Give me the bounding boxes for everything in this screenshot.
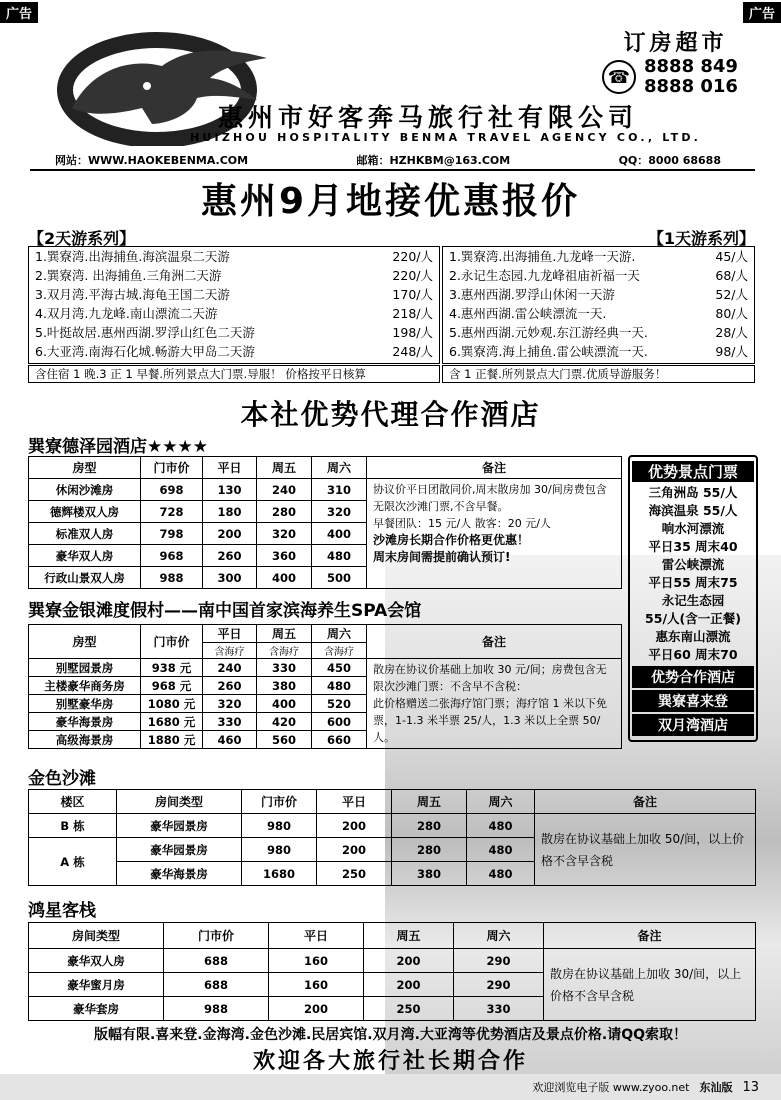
table-row: A 栋 豪华园景房 980 200 280 480: [29, 838, 756, 862]
list-item: 6.大亚湾.南海石化城.畅游大甲岛二天游 248/人: [35, 344, 433, 359]
footer-note: 版幅有限.喜来登.金海湾.金色沙滩.民居宾馆.双月湾.大亚湾等优势酒店及景点价格.请QQ索取！: [93, 1027, 688, 1043]
company-name-en: HUIZHOU HOSPITALITY BENMA TRAVEL AGENCY CO., LTD.: [190, 131, 702, 144]
hotel2-table: 房型 门市价 平日 周五 周六 备注 含海疗 含海疗 含海疗 别墅园景房 938 元 240 330 450 散房在协议价基础上加收 30 元/间；房费包含无限次沙滩门票：不含早不含税： 此价格赠送二张海疗馆门票；海疗馆 1 米以下免票，1-1.3 米半票 25/人，1.3 米以上全票 50/人。 主楼豪华商务房 968 元 260 380 480 别墅豪华房 1080 元 320 400 520 豪华海景房 1680 元 330 420 600 高级海景房 1880 元 460 560 660: [28, 624, 622, 749]
page-footer: [0, 1074, 781, 1100]
two-day-list: [28, 246, 440, 364]
table-row: 豪华海景房 1680 元 330 420 600: [29, 713, 622, 731]
hotel3-table: 楼区 房间类型 门市价 平日 周五 周六 备注 B 栋 豪华园景房 980 200 280 480 散房在协议基础上加收 50/间，以上价格不含早含税 A 栋 豪华园景房 980 200 280 480 豪华海景房 1680 250 380 480: [28, 789, 756, 886]
sidebar-line: 平日35 周末40: [648, 539, 738, 554]
sidebar-line: 平日60 周末70: [648, 647, 738, 662]
table-row: 豪华套房 988 200 250 330: [29, 997, 756, 1021]
list-item: 2.永记生态园.九龙峰祖庙祈福一天 68/人: [449, 268, 748, 283]
hotel2-name: 巽寮金银滩度假村——南中国首家滨海养生SPA会馆: [28, 601, 422, 621]
table-row: 休闲沙滩房 698 130 240 310 协议价平日团散同价,周末散房加 30/间房费包含无限次沙滩门票,不含早餐。 早餐团队：15 元/人 散客：20 元/人 沙滩房长期合作价格更优惠！ 周末房间需提前确认预订!: [29, 479, 622, 501]
hotel4-name: 鸿星客栈: [28, 901, 96, 921]
sidebar-line: 雷公峡漂流: [661, 557, 725, 572]
qq-number: QQ：8000 68688: [618, 154, 721, 167]
edition-label: 东汕版: [699, 1081, 733, 1094]
list-item: 4.惠州西湖.雷公峡漂流一天. 80/人: [449, 306, 748, 321]
company-name-cn: 惠州市好客奔马旅行社有限公司: [218, 103, 639, 132]
sidebar-line: 永记生态园: [661, 593, 725, 608]
list-item: 5.惠州西湖.元妙观.东江游经典一天. 28/人: [449, 325, 748, 340]
sidebar-line: 惠东南山漂流: [655, 629, 731, 644]
one-day-note: 含 1 正餐.所列景点大门票.优质导游服务！: [442, 365, 755, 383]
hotel1-name: 巽寮德泽园酒店★★★★: [28, 437, 208, 457]
table-row: 德辉楼双人房 728 180 280 320: [29, 501, 622, 523]
list-item: 5.叶挺故居.惠州西湖.罗浮山红色二天游 198/人: [35, 325, 433, 340]
attractions-sidebar: [628, 455, 758, 742]
footer-slogan: 欢迎各大旅行社长期合作: [252, 1049, 528, 1074]
contact-bar: [0, 152, 781, 168]
hotel1-table: 房型 门市价 平日 周五 周六 备注 休闲沙滩房 698 130 240 310 协议价平日团散同价,周末散房加 30/间房费包含无限次沙滩门票,不含早餐。 早餐团队：15 元/人 散客：20 元/人 沙滩房长期合作价格更优惠！ 周末房间需提前确认预订! 德辉楼双人房 728 180 280 320 标准双人房 798 200 320 400 豪华双人房 968 260 360 480 行政山景双人房 988 300 400 500: [28, 456, 622, 589]
list-item: 3.双月湾.平海古城.海龟王国二天游 170/人: [35, 287, 433, 302]
table-row: 豪华海景房 1680 250 380 480: [29, 862, 756, 886]
section-title: 本社优势代理合作酒店: [240, 398, 541, 431]
table-row: 别墅豪华房 1080 元 320 400 520: [29, 695, 622, 713]
one-day-list: [442, 246, 755, 364]
site-link[interactable]: 欢迎浏览电子版 www.zyoo.net: [532, 1081, 690, 1094]
sidebar-title: 优势景点门票: [632, 461, 754, 482]
email: 邮箱：HZHKBM@163.COM: [356, 154, 511, 167]
sidebar-highlight: 巽寮喜来登: [632, 690, 754, 712]
hotel3-name: 金色沙滩: [28, 769, 96, 789]
hotline-title: 订房超市: [623, 31, 728, 56]
sidebar-line: 海滨温泉 55/人: [648, 503, 738, 518]
sidebar-line: 平日55 周末75: [648, 575, 738, 590]
table-row: B 栋 豪华园景房 980 200 280 480 散房在协议基础上加收 50/间，以上价格不含早含税: [29, 814, 756, 838]
ad-tag-left: 广告: [0, 2, 38, 23]
list-item: 3.惠州西湖.罗浮山休闲一天游 52/人: [449, 287, 748, 302]
divider: [30, 169, 755, 171]
list-item: 2.巽寮湾. 出海捕鱼.三角洲二天游 220/人: [35, 268, 433, 283]
one-day-series-title: 【1天游系列】: [647, 229, 755, 248]
hotel4-table: 房间类型 门市价 平日 周五 周六 备注 豪华双人房 688 160 200 290 散房在协议基础上加收 30/间，以上价格不含早含税 豪华蜜月房 688 160 200 290 豪华套房 988 200 250 330: [28, 922, 756, 1021]
table-row: 豪华双人房 968 260 360 480: [29, 545, 622, 567]
table-row: 豪华蜜月房 688 160 200 290: [29, 973, 756, 997]
ad-tag-right: 广告: [743, 2, 781, 23]
sidebar-line: 响水河漂流: [661, 521, 725, 536]
hotline-number-1: 8888 849: [644, 56, 738, 77]
list-item: 1.巽寮湾.出海捕鱼.九龙峰一天游. 45/人: [449, 249, 748, 264]
table-row: 主楼豪华商务房 968 元 260 380 480: [29, 677, 622, 695]
sidebar-line: 55/人(含一正餐): [645, 611, 741, 626]
sidebar-highlight: 优势合作酒店: [632, 666, 754, 688]
phone-icon: ☎: [602, 60, 636, 94]
website: 网站：WWW.HAOKEBENMA.COM: [55, 154, 249, 167]
table-row: 标准双人房 798 200 320 400: [29, 523, 622, 545]
page-number: 13: [742, 1079, 759, 1095]
hotline-box: [598, 26, 753, 97]
table-row: 豪华双人房 688 160 200 290 散房在协议基础上加收 30/间，以上价格不含早含税: [29, 949, 756, 973]
table-row: 高级海景房 1880 元 460 560 660: [29, 731, 622, 749]
main-title: 惠州9月地接优惠报价: [200, 181, 581, 222]
table-row: 别墅园景房 938 元 240 330 450 散房在协议价基础上加收 30 元/间；房费包含无限次沙滩门票：不含早不含税： 此价格赠送二张海疗馆门票；海疗馆 1 米以下免票，1-1.3 米半票 25/人，1.3 米以上全票 50/人。: [29, 659, 622, 677]
table-row: 行政山景双人房 988 300 400 500: [29, 567, 622, 589]
two-day-note: 含住宿 1 晚.3 正 1 早餐.所列景点大门票.导服！ 价格按平日核算: [28, 365, 440, 383]
list-item: 6.巽寮湾.海上捕鱼.雷公峡漂流一天. 98/人: [449, 344, 748, 359]
list-item: 4.双月湾.九龙峰.南山漂流二天游 218/人: [35, 306, 433, 321]
sidebar-line: 三角洲岛 55/人: [648, 485, 738, 500]
hotline-number-2: 8888 016: [644, 76, 738, 97]
list-item: 1.巽寮湾.出海捕鱼.海滨温泉二天游 220/人: [35, 249, 433, 264]
two-day-series-title: 【2天游系列】: [28, 229, 136, 248]
sidebar-highlight: 双月湾酒店: [632, 714, 754, 736]
